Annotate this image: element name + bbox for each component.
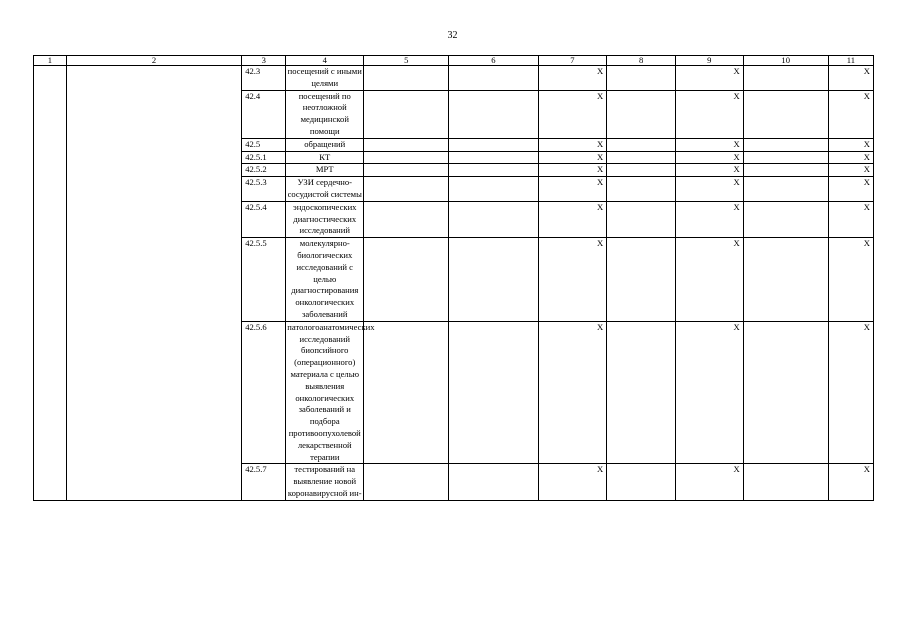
header-cell-10: 10	[743, 56, 828, 66]
x-mark-col-9: X	[675, 464, 743, 500]
column-1-cell	[34, 66, 67, 501]
header-cell-2: 2	[66, 56, 241, 66]
row-code: 42.5.6	[242, 321, 286, 464]
row-code: 42.4	[242, 90, 286, 138]
row-code: 42.5.2	[242, 164, 286, 177]
row-description: МРТ	[286, 164, 364, 177]
x-mark-col-7: X	[538, 238, 607, 322]
header-cell-7: 7	[538, 56, 607, 66]
table-row	[34, 66, 874, 91]
x-mark-col-9: X	[675, 238, 743, 322]
header-row	[34, 56, 874, 66]
x-mark-col-11: X	[828, 138, 873, 151]
x-mark-col-7: X	[538, 164, 607, 177]
row-description: тестирований на выявление новой коронавирусной ин-	[286, 464, 364, 500]
column-2-cell	[66, 66, 241, 501]
row-code: 42.5	[242, 138, 286, 151]
row-description: УЗИ сердечно-сосудистой системы	[286, 177, 364, 202]
page-number: 32	[447, 30, 458, 41]
row-code: 42.5.7	[242, 464, 286, 500]
header-cell-1: 1	[34, 56, 67, 66]
x-mark-col-7: X	[538, 138, 607, 151]
x-mark-col-11: X	[828, 151, 873, 164]
x-mark-col-7: X	[538, 464, 607, 500]
x-mark-col-11: X	[828, 177, 873, 202]
data-table	[33, 55, 874, 501]
header-cell-11: 11	[828, 56, 873, 66]
x-mark-col-9: X	[675, 321, 743, 464]
x-mark-col-11: X	[828, 66, 873, 91]
x-mark-col-11: X	[828, 90, 873, 138]
x-mark-col-7: X	[538, 90, 607, 138]
row-code: 42.5.3	[242, 177, 286, 202]
x-mark-col-11: X	[828, 238, 873, 322]
header-cell-5: 5	[364, 56, 449, 66]
row-code: 42.3	[242, 66, 286, 91]
x-mark-col-9: X	[675, 138, 743, 151]
x-mark-col-11: X	[828, 164, 873, 177]
x-mark-col-9: X	[675, 90, 743, 138]
row-description: посещений с иными целями	[286, 66, 364, 91]
x-mark-col-7: X	[538, 321, 607, 464]
header-cell-6: 6	[449, 56, 538, 66]
header-cell-8: 8	[607, 56, 676, 66]
x-mark-col-11: X	[828, 201, 873, 237]
x-mark-col-11: X	[828, 321, 873, 464]
row-description: обращений	[286, 138, 364, 151]
x-mark-col-7: X	[538, 201, 607, 237]
row-code: 42.5.4	[242, 201, 286, 237]
header-cell-3: 3	[242, 56, 286, 66]
row-description: КТ	[286, 151, 364, 164]
row-description: эндоскопических диагностических исследований	[286, 201, 364, 237]
row-description: молекулярно-биологических исследований с целью диагностирования онкологических заболеваний	[286, 238, 364, 322]
x-mark-col-9: X	[675, 66, 743, 91]
row-description: патологоанатомических исследований биопсийного (операционного) материала с целью выявления онкологических заболеваний и подбора противоопухолевой лекарственной терапии	[286, 321, 364, 464]
x-mark-col-11: X	[828, 464, 873, 500]
header-cell-4: 4	[286, 56, 364, 66]
row-code: 42.5.5	[242, 238, 286, 322]
x-mark-col-9: X	[675, 177, 743, 202]
x-mark-col-9: X	[675, 201, 743, 237]
x-mark-col-9: X	[675, 151, 743, 164]
x-mark-col-7: X	[538, 177, 607, 202]
x-mark-col-9: X	[675, 164, 743, 177]
x-mark-col-7: X	[538, 151, 607, 164]
row-description: посещений по неотложной медицинской помощи	[286, 90, 364, 138]
x-mark-col-7: X	[538, 66, 607, 91]
header-cell-9: 9	[675, 56, 743, 66]
row-code: 42.5.1	[242, 151, 286, 164]
